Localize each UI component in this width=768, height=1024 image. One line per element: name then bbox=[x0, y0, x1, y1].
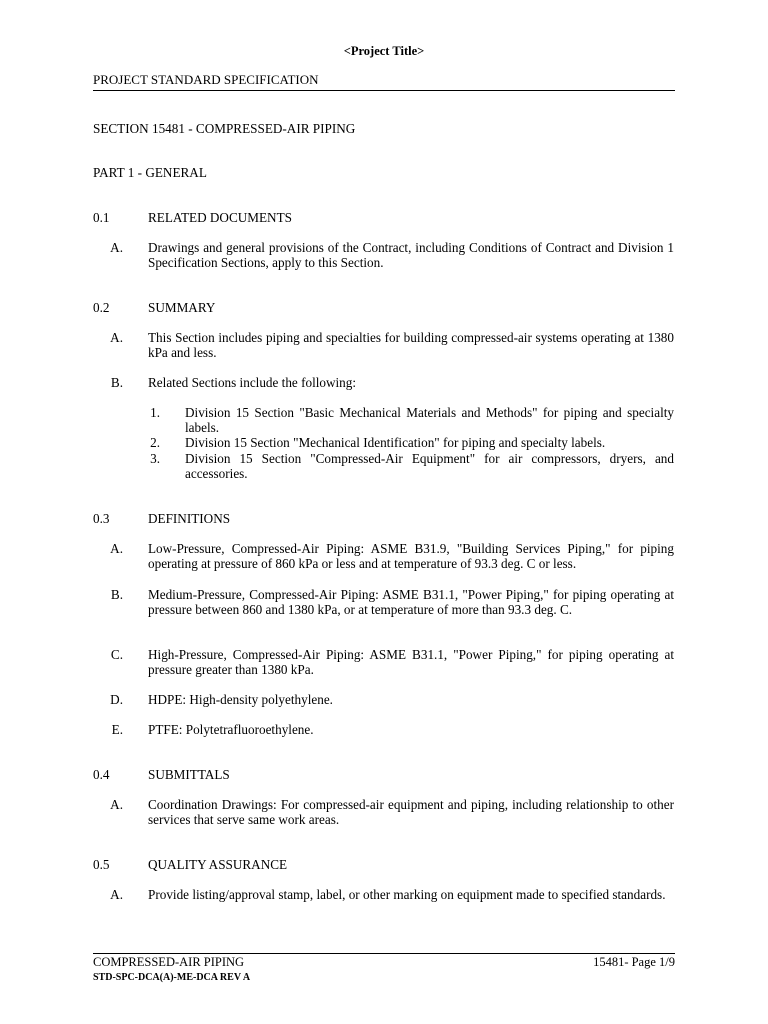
item-letter: E. bbox=[111, 722, 123, 737]
item-text: Related Sections include the following: bbox=[148, 375, 357, 390]
section-heading: SUBMITTALS bbox=[148, 767, 230, 782]
footer-document-code: STD-SPC-DCA(A)-ME-DCA REV A bbox=[93, 972, 251, 983]
item-letter: A. bbox=[110, 330, 123, 345]
item-text: Coordination Drawings: For compressed-air equipment and piping, including relationship to other services that serve same work areas. bbox=[148, 797, 674, 827]
section-number: 0.5 bbox=[93, 857, 110, 872]
item-text: Low-Pressure, Compressed-Air Piping: ASME B31.9, "Building Services Piping," for piping operating at pressure of 860 kPa or less and at temperature of 93.3 deg. C or less. bbox=[148, 541, 674, 571]
section-number: 0.4 bbox=[93, 767, 110, 782]
footer-page-number: 15481- Page 1/9 bbox=[593, 955, 675, 969]
item-letter: A. bbox=[110, 240, 123, 255]
item-letter: B. bbox=[110, 375, 123, 390]
section-heading: RELATED DOCUMENTS bbox=[148, 210, 292, 225]
header-rule bbox=[93, 90, 675, 91]
item-text: Medium-Pressure, Compressed-Air Piping: ASME B31.1, "Power Piping," for piping operating at pressure between 860 and 1380 kPa, or at temperature of more than 93.3 deg. C. bbox=[148, 587, 674, 617]
subitem-number: 2. bbox=[150, 435, 160, 450]
item-letter: C. bbox=[110, 647, 123, 662]
item-text: This Section includes piping and specialties for building compressed-air systems operating at 1380 kPa and less. bbox=[148, 330, 674, 360]
section-heading: SUMMARY bbox=[148, 300, 216, 315]
item-letter: A. bbox=[110, 797, 123, 812]
item-letter: A. bbox=[110, 887, 123, 902]
footer-rule bbox=[93, 953, 675, 954]
item-text: HDPE: High-density polyethylene. bbox=[148, 692, 333, 707]
subitem-number: 3. bbox=[150, 451, 160, 466]
section-number: 0.1 bbox=[93, 210, 110, 225]
item-text: PTFE: Polytetrafluoroethylene. bbox=[148, 722, 314, 737]
section-title: SECTION 15481 - COMPRESSED-AIR PIPING bbox=[93, 121, 356, 136]
item-letter: D. bbox=[110, 692, 123, 707]
section-number: 0.3 bbox=[93, 511, 110, 526]
subitem-text: Division 15 Section "Compressed-Air Equipment" for air compressors, dryers, and accessories. bbox=[185, 451, 674, 481]
footer-section-name: COMPRESSED-AIR PIPING bbox=[93, 955, 245, 969]
spec-label: PROJECT STANDARD SPECIFICATION bbox=[93, 72, 319, 87]
section-heading: QUALITY ASSURANCE bbox=[148, 857, 288, 872]
item-text: Provide listing/approval stamp, label, or other marking on equipment made to specified standards. bbox=[148, 887, 666, 902]
item-letter: A. bbox=[110, 541, 123, 556]
subitem-text: Division 15 Section "Mechanical Identification" for piping and specialty labels. bbox=[185, 435, 606, 450]
subitem-text: Division 15 Section "Basic Mechanical Materials and Methods" for piping and specialty labels. bbox=[185, 405, 674, 435]
part-title: PART 1 - GENERAL bbox=[93, 165, 207, 180]
subitem-number: 1. bbox=[150, 405, 160, 420]
project-title: <Project Title> bbox=[343, 44, 425, 58]
section-number: 0.2 bbox=[93, 300, 110, 315]
item-text: Drawings and general provisions of the Contract, including Conditions of Contract and Division 1 Specification Sections, apply to this Section. bbox=[148, 240, 674, 270]
section-heading: DEFINITIONS bbox=[148, 511, 231, 526]
item-text: High-Pressure, Compressed-Air Piping: ASME B31.1, "Power Piping," for piping operating at pressure greater than 1380 kPa. bbox=[148, 647, 674, 677]
item-letter: B. bbox=[110, 587, 123, 602]
